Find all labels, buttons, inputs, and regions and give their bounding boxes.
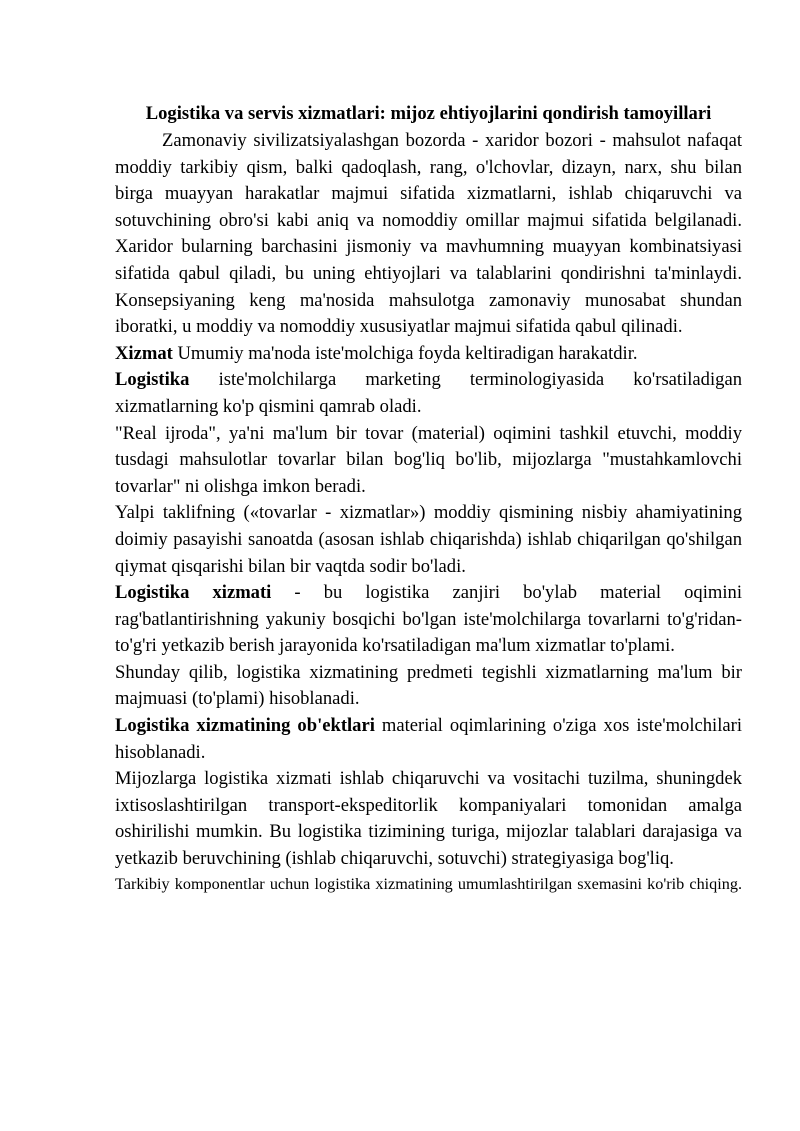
paragraph-text: Zamonaviy sivilizatsiyalashgan bozorda - xaridor bozori - mahsulot nafaqat moddiy tarkibiy qism, balki qadoqlash, rang, o'lchovlar, dizayn, narx, shu bilan birga muayyan harakatlar majmui sifatida xizmatlarni, ishlab chiqaruvchi va sotuvchining obro'si kabi aniq va nomoddiy omillar majmui sifatida belgilanadi. Xaridor bularning barchasini jismoniy va mavhumning muayyan kombinatsiyasi sifatida qabul qiladi, bu uning ehtiyojlari va talablarini qondirishni ta'minlaydi. Konsepsiyaning keng ma'nosida mahsulotga zamonaviy munosabat shundan iboratki, u moddiy va nomoddiy xususiyatlar majmui sifatida qabul qilinadi. [115,130,742,338]
paragraph-text: iste'molchilarga marketing terminologiyasida ko'rsatiladigan xizmatlarning ko'p qismini qamrab oladi. [115,369,742,417]
paragraph-text: Umumiy ma'noda iste'molchiga foyda keltiradigan harakatdir. [172,342,638,364]
paragraph-text: - bu logistika zanjiri bo'ylab material oqimini rag'batlantirishning yakuniy bosqichi bo'lgan iste'molchilarga tovarlarni to'g'ridan-to'g'ri yetkazib berish jarayonida ko'rsatiladigan ma'lum xizmatlar to'plami. [115,582,742,657]
paragraph-text: "Real ijroda", ya'ni ma'lum bir tovar (material) oqimini tashkil etuvchi, moddiy tusdagi mahsulotlar tovarlar bilan bog'liq bo'lib, mijozlarga "mustahkamlovchi tovarlar" ni olishga imkon beradi. [115,422,742,497]
paragraph-obektlar [115,713,742,766]
paragraph-text: Yalpi taklifning («tovarlar - xizmatlar») moddiy qismining nisbiy ahamiyatining doimiy pasayishi sanoatda (asosan ishlab chiqarishda) ishlab chiqarilgan qo'shilgan qiymat qisqarishi bilan bir vaqtda sodir bo'ladi. [115,502,742,577]
paragraph-text: Mijozlarga logistika xizmati ishlab chiqaruvchi va vositachi tuzilma, shuningdek ixtisoslashtirilgan transport-ekspeditorlik kompaniyalari tomonidan amalga oshirilishi mumkin. Bu logistika tizimining turiga, mijozlar talablari darajasiga va yetkazib beruvchining (ishlab chiqaruvchi, sotuvchi) strategiyasiga bog'liq. [115,768,742,870]
paragraph-predmet [115,660,742,713]
document-title: Logistika va servis xizmatlari: mijoz ehtiyojlarini qondirish tamoyillari [145,103,712,124]
paragraph-text: Tarkibiy komponentlar uchun logistika xizmatining umumlashtirilgan sxemasini ko'rib chiqing. [115,874,742,893]
paragraph-text: material oqimlarining o'ziga xos iste'molchilari hisoblanadi. [115,715,742,763]
term-obektlar: Logistika xizmatining ob'ektlari [115,715,375,737]
paragraph-mijozlarga [115,766,742,872]
paragraph-yalpi-taklif [115,500,742,580]
term-xizmat: Xizmat [115,342,173,364]
paragraph-sxema [115,873,742,895]
paragraph-text: Shunday qilib, logistika xizmatining predmeti tegishli xizmatlarning ma'lum bir majmuasi (to'plami) hisoblanadi. [115,661,742,710]
term-logistika-xizmati: Logistika xizmati [115,582,272,604]
paragraph-xizmat [115,341,742,368]
document-page [115,100,742,895]
term-logistika: Logistika [115,369,190,391]
paragraph-intro [115,128,742,341]
paragraph-real-ijro [115,421,742,501]
paragraph-logistika-xizmati [115,580,742,660]
paragraph-logistika [115,367,742,420]
